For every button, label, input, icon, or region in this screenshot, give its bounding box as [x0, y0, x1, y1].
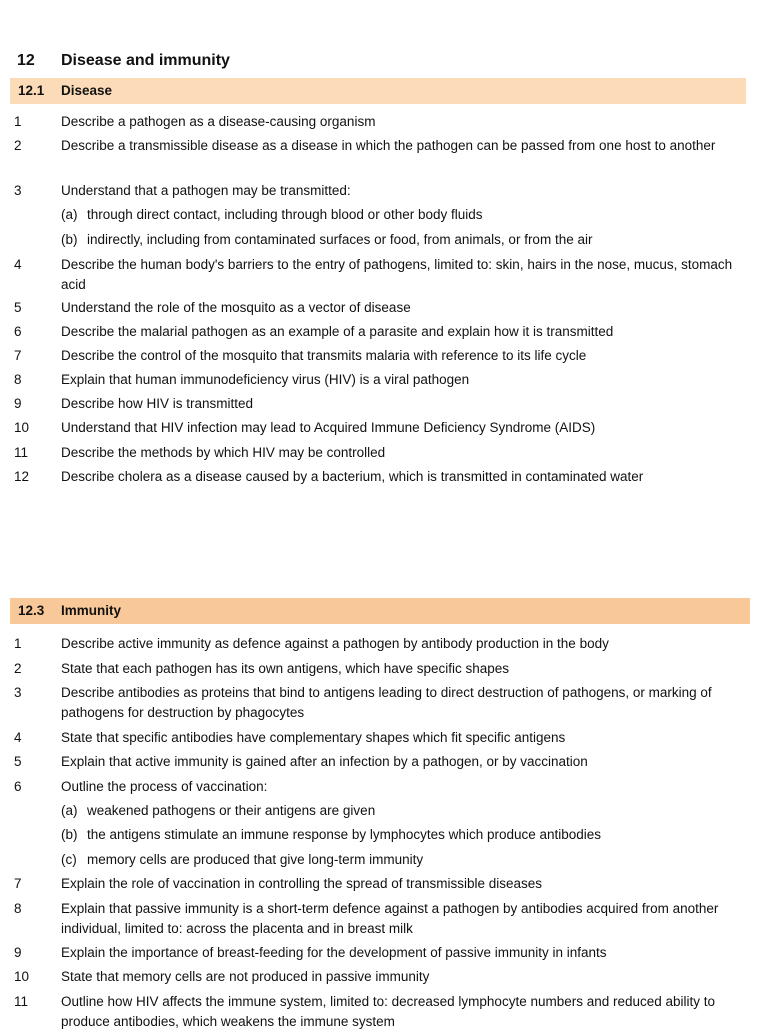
sub-item	[61, 825, 741, 845]
sub-item-marker: (b)	[61, 232, 78, 247]
item-text: Describe the control of the mosquito that transmits malaria with reference to its life cycle	[61, 348, 587, 363]
sub-item-marker: (b)	[61, 827, 78, 842]
item-text: Understand the role of the mosquito as a vector of disease	[61, 300, 411, 315]
item-text: Explain the importance of breast-feeding for the development of passive immunity in infants	[61, 945, 607, 960]
section-title: Disease	[61, 83, 113, 98]
item-text: State that memory cells are not produced in passive immunity	[61, 969, 430, 984]
item-text: Outline how HIV affects the immune system, limited to: decreased lymphocyte numbers and reduced ability to produce antibodies, which weakens the immune system	[61, 994, 716, 1029]
item-text: Explain the role of vaccination in controlling the spread of transmissible diseases	[61, 876, 543, 891]
item-number: 8	[14, 901, 22, 916]
item-number: 9	[14, 945, 22, 960]
chapter-heading	[0, 50, 760, 74]
sub-item	[61, 850, 741, 870]
item-text: Describe the malarial pathogen as an example of a parasite and explain how it is transmitted	[61, 324, 614, 339]
sub-item-text: the antigens stimulate an immune response by lymphocytes which produce antibodies	[87, 827, 602, 842]
item-number: 10	[14, 420, 30, 435]
item-number: 12	[14, 469, 30, 484]
item-text: Describe a pathogen as a disease-causing organism	[61, 114, 376, 129]
section-header	[10, 78, 746, 104]
item-text: Describe cholera as a disease caused by a bacterium, which is transmitted in contaminated water	[61, 469, 644, 484]
item-number: 11	[14, 445, 29, 460]
item-number: 6	[14, 324, 22, 339]
item-text: Outline the process of vaccination:	[61, 779, 268, 794]
item-number: 3	[14, 685, 22, 700]
item-number: 9	[14, 396, 22, 411]
section-number: 12.3	[18, 603, 45, 618]
sub-item	[61, 205, 741, 225]
item-number: 11	[14, 994, 29, 1009]
sub-item-text: indirectly, including from contaminated surfaces or food, from animals, or from the air	[87, 232, 593, 247]
item-number: 7	[14, 348, 22, 363]
item-text: State that specific antibodies have complementary shapes which fit specific antigens	[61, 730, 566, 745]
item-number: 5	[14, 300, 22, 315]
item-number: 1	[14, 636, 22, 651]
sub-item	[61, 230, 741, 250]
item-text: State that each pathogen has its own antigens, which have specific shapes	[61, 661, 510, 676]
item-text: Describe antibodies as proteins that bind to antigens leading to direct destruction of pathogens, or marking of pathogens for destruction by phagocytes	[61, 685, 712, 720]
sub-item-text: through direct contact, including through blood or other body fluids	[87, 207, 483, 222]
item-text: Understand that a pathogen may be transmitted:	[61, 183, 351, 198]
section-header	[10, 598, 750, 624]
item-text: Explain that passive immunity is a short-term defence against a pathogen by antibodies acquired from another individual, limited to: across the placenta and in breast milk	[61, 901, 719, 936]
item-number: 3	[14, 183, 22, 198]
item-number: 7	[14, 876, 22, 891]
item-number: 8	[14, 372, 22, 387]
item-number: 1	[14, 114, 22, 129]
sub-item-marker: (c)	[61, 852, 77, 867]
item-number: 4	[14, 730, 22, 745]
item-text: Describe how HIV is transmitted	[61, 396, 254, 411]
item-text: Understand that HIV infection may lead to Acquired Immune Deficiency Syndrome (AIDS)	[61, 420, 596, 435]
sub-item-text: memory cells are produced that give long-term immunity	[87, 852, 424, 867]
sub-item	[61, 801, 741, 821]
chapter-title: Disease and immunity	[61, 52, 230, 69]
item-number: 10	[14, 969, 30, 984]
item-text: Describe the human body's barriers to the entry of pathogens, limited to: skin, hairs in the nose, mucus, stomach acid	[61, 257, 733, 292]
sub-item-text: weakened pathogens or their antigens are given	[87, 803, 376, 818]
item-text: Explain that human immunodeficiency virus (HIV) is a viral pathogen	[61, 372, 470, 387]
section-title: Immunity	[61, 603, 122, 618]
item-number: 2	[14, 138, 22, 153]
section-number: 12.1	[18, 83, 45, 98]
chapter-number: 12	[17, 52, 35, 69]
item-text: Describe the methods by which HIV may be controlled	[61, 445, 386, 460]
sub-item-marker: (a)	[61, 803, 78, 818]
item-text: Describe active immunity as defence against a pathogen by antibody production in the body	[61, 636, 609, 651]
item-text: Explain that active immunity is gained after an infection by a pathogen, or by vaccination	[61, 754, 588, 769]
sub-item-marker: (a)	[61, 207, 78, 222]
item-number: 6	[14, 779, 22, 794]
item-number: 4	[14, 257, 22, 272]
item-number: 5	[14, 754, 22, 769]
item-text: Describe a transmissible disease as a disease in which the pathogen can be passed from one host to another	[61, 138, 716, 153]
item-number: 2	[14, 661, 22, 676]
